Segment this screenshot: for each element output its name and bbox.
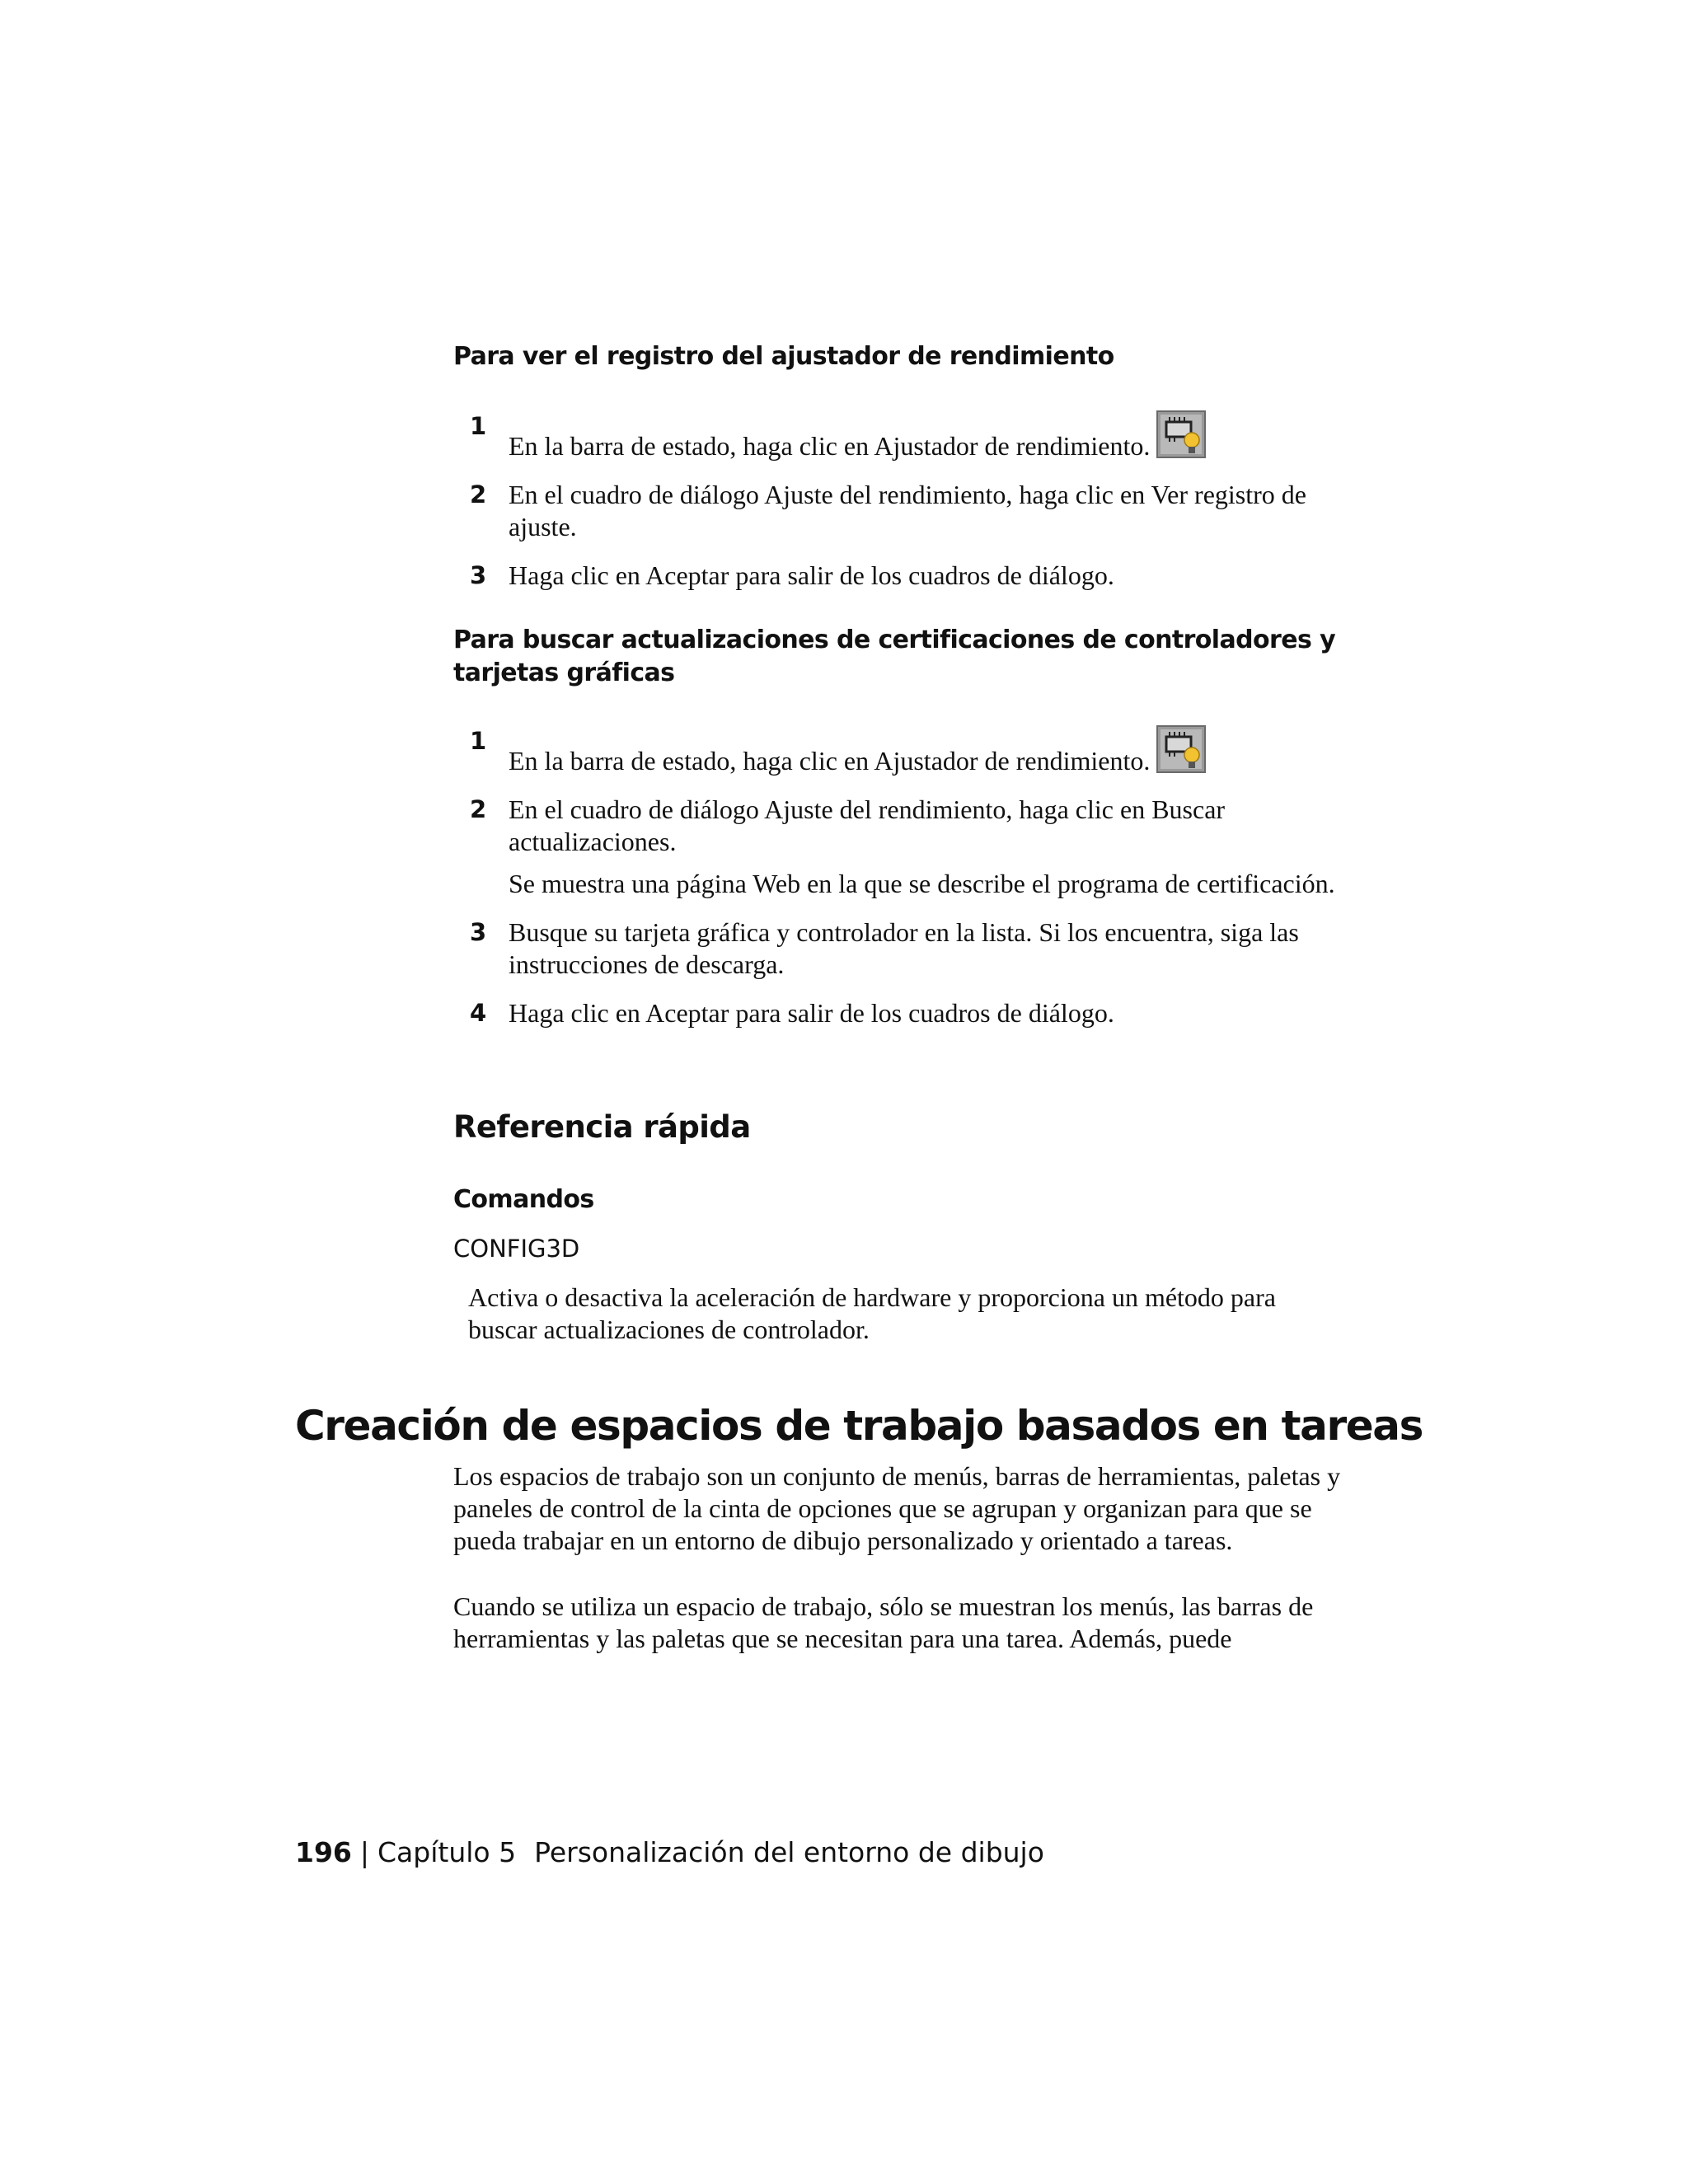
list-item: [453, 709, 1343, 777]
main-section-heading: Creación de espacios de trabajo basados en tareas: [295, 1402, 1423, 1450]
chapter-title: Personalización del entorno de dibujo: [534, 1836, 1044, 1868]
command-name: CONFIG3D: [453, 1235, 580, 1263]
list-item: [453, 560, 1343, 592]
step-number: 1: [470, 412, 487, 440]
page-number: 196: [295, 1836, 352, 1868]
step-text: [509, 394, 1343, 462]
list-item: [453, 479, 1343, 543]
quick-reference-heading: Referencia rápida: [453, 1109, 751, 1145]
performance-tuner-icon: [1156, 725, 1206, 773]
step-text: Haga clic en Aceptar para salir de los cuadros de diálogo.: [509, 998, 1114, 1028]
section2-heading: Para buscar actualizaciones de certificaciones de controladores y tarjetas gráficas: [453, 626, 1336, 687]
step-text-content: En la barra de estado, haga clic en Ajustador de rendimiento.: [509, 431, 1151, 461]
command-description: Activa o desactiva la aceleración de hardware y proporciona un método para buscar actualizaciones de controlador.: [468, 1282, 1276, 1344]
list-item: [453, 916, 1343, 981]
step-number: 3: [470, 561, 487, 589]
commands-subheading: Comandos: [453, 1185, 594, 1214]
list-item: [453, 394, 1343, 462]
footer-separator: |: [359, 1836, 370, 1868]
chapter-label: Capítulo 5: [377, 1836, 517, 1868]
step-text: Busque su tarjeta gráfica y controlador en la lista. Si los encuentra, siga las instrucciones de descarga.: [509, 917, 1299, 979]
body-paragraph-2: Cuando se utiliza un espacio de trabajo, sólo se muestran los menús, las barras de herramientas y las paletas que se necesitan para una tarea. Además, puede: [453, 1591, 1314, 1653]
step-number: 2: [470, 795, 487, 823]
step-number: 2: [470, 480, 487, 509]
step-number: 4: [470, 999, 487, 1027]
list-item: [453, 794, 1343, 900]
step-text: En el cuadro de diálogo Ajuste del rendimiento, haga clic en Ver registro de ajuste.: [509, 480, 1306, 541]
page-footer: [295, 1835, 1044, 1871]
step-number: 3: [470, 918, 487, 946]
step-text: Haga clic en Aceptar para salir de los cuadros de diálogo.: [509, 560, 1114, 590]
step-text: [509, 709, 1343, 777]
section1-heading: Para ver el registro del ajustador de rendimiento: [453, 342, 1114, 371]
body-paragraph-1: Los espacios de trabajo son un conjunto de menús, barras de herramientas, paletas y paneles de control de la cinta de opciones que se agrupan y organizan para que se pueda trabajar en un entorno de dibujo personalizado y orientado a tareas.: [453, 1461, 1341, 1555]
step-note: Se muestra una página Web en la que se describe el programa de certificación.: [509, 869, 1335, 898]
section2-steps: [453, 709, 1343, 1029]
step-text: En el cuadro de diálogo Ajuste del rendimiento, haga clic en Buscar actualizaciones.: [509, 794, 1226, 856]
section1-steps: [453, 394, 1343, 592]
step-number: 1: [470, 727, 487, 755]
performance-tuner-icon: [1156, 410, 1206, 458]
list-item: [453, 997, 1343, 1029]
step-text-content: En la barra de estado, haga clic en Ajustador de rendimiento.: [509, 746, 1151, 776]
